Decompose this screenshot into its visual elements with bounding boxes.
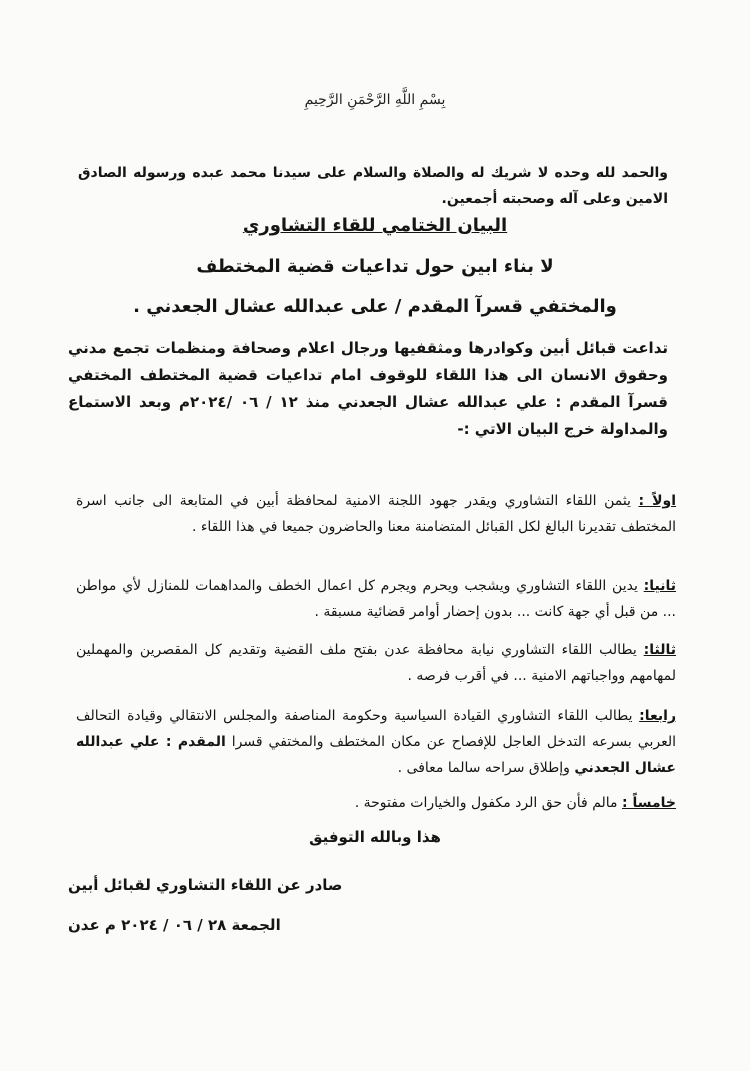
statement-subtitle-1: لا بناء ابين حول تداعيات قضية المختطف [196,256,554,277]
point-fifth [76,790,676,816]
point-text-end: وإطلاق سراحه سالما معافى . [397,760,575,776]
point-text: يدين اللقاء التشاوري ويشجب ويحرم ويجرم كل اعمال الخطف والمداهمات للمنازل لأي مواطن ... من قبل أي جهة كانت ... بدون إحضار أوامر قضائية مسبقة . [76,578,676,620]
point-label: رابعا: [639,708,676,724]
point-second [76,573,676,625]
closing-line: هذا وبالله التوفيق [309,828,441,846]
issuer-block [68,876,668,956]
point-label: ثانيا: [643,578,676,594]
statement-subtitle-2: والمختفي قسرآ المقدم / على عبدالله عشال الجعدني . [133,296,617,317]
statement-title: البيان الختامي للقاء التشاوري [242,215,508,236]
opening-paragraph: تداعت قبائل أبين وكوادرها ومثقفيها ورجال اعلام وصحافة ومنظمات تجمع مدني وحقوق الانسان الى هذا اللقاء للوقوف امام تداعيات قضية المختطف المختفي قسرآ المقدم : علي عبدالله عشال الجعدني منذ ١٢ / ٠٦ /٢٠٢٤م وبعد الاستماع والمداولة خرج البيان الاتي :- [68,339,668,438]
basmala-header: بِسْمِ اللَّهِ الرَّحْمَنِ الرَّحِيمِ [304,92,446,108]
point-text: مالم فأن حق الرد مكفول والخيارات مفتوحة . [354,795,622,811]
point-text: يطالب اللقاء التشاوري نيابة محافظة عدن بفتح ملف القضية وتقديم كل المقصرين والمهملين لمهامهم وواجباتهم الامنية ... في أقرب فرصه . [76,642,676,684]
point-text: يطالب اللقاء التشاوري القيادة السياسية وحكومة المناصفة والمجلس الانتقالي وقيادة التحالف العربي بسرعه التدخل العاجل للإفصاح عن مكان المختطف والمختفي قسرا [76,708,677,750]
point-third [76,637,676,689]
point-label: ثالثا: [643,642,676,658]
rank-label: المقدم : [165,734,226,750]
person-name: علي عبدالله عشال الجعدني [76,734,676,776]
point-fourth [76,703,676,781]
intro-paragraph: والحمد لله وحده لا شريك له والصلاة والسلام على سيدنا محمد عبده ورسوله الصادق الامين وعلى آله وصحبته أجمعين. [78,165,668,207]
issuer-name: صادر عن اللقاء التشاوري لقبائل أبين [68,876,343,894]
point-first [76,488,676,540]
point-label: اولاً : [638,493,676,509]
point-text: يثمن اللقاء التشاوري ويقدر جهود اللجنة الامنية لمحافظة أبين في المتابعة الى جانب اسرة المختطف تقديرنا البالغ لكل القبائل المتضامنة معنا والحاضرون جميعا في هذا اللقاء . [76,493,676,535]
point-label: خامساً : [622,795,676,811]
issue-date: الجمعة ٢٨ / ٠٦ / ٢٠٢٤ م عدن [68,916,281,934]
